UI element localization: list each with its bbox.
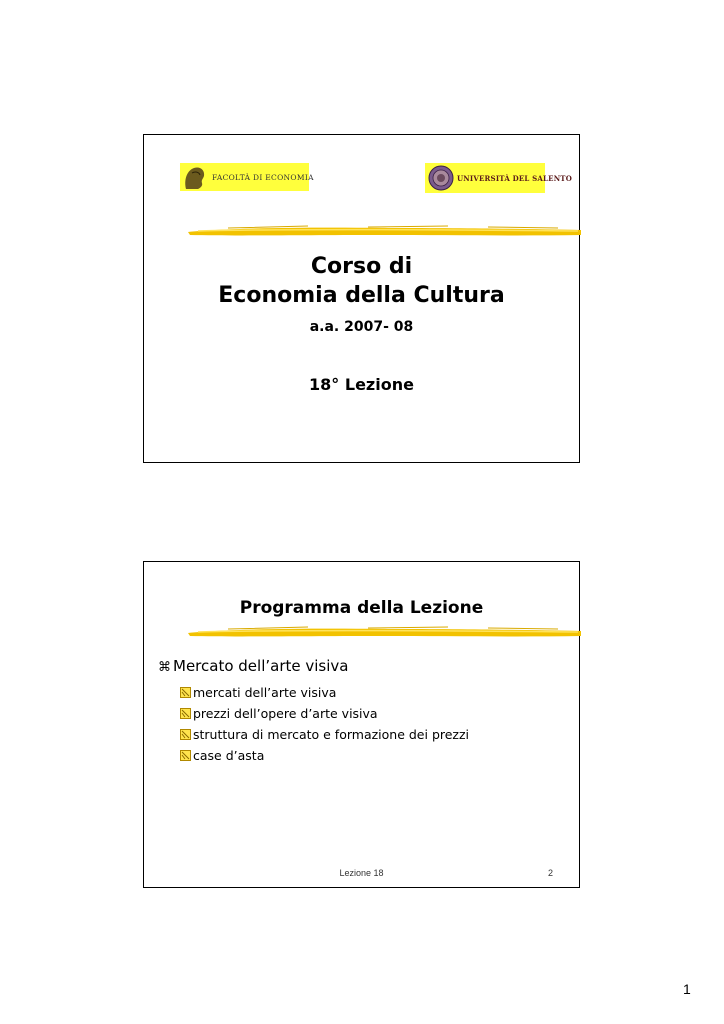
command-bullet-icon: ⌘ [158, 660, 171, 675]
slide-footer-number: 2 [547, 868, 553, 878]
slide-footer-label: Lezione 18 [339, 868, 384, 878]
brush-stroke-divider [188, 624, 581, 640]
checkbox-bullet-icon [180, 708, 191, 719]
checkbox-bullet-icon [180, 750, 191, 761]
brush-stroke-divider [188, 223, 581, 239]
checkbox-bullet-icon [180, 687, 191, 698]
list-item [180, 703, 469, 724]
university-logo-text: UNIVERSITÀ DEL SALENTO [457, 173, 572, 183]
list-item [180, 745, 469, 766]
course-title-line2: Economia della Cultura [218, 283, 505, 308]
sub-bullet-text: struttura di mercato e formazione dei prezzi [193, 727, 470, 742]
agenda-slide [143, 561, 580, 888]
university-logo [425, 163, 572, 193]
main-bullet [158, 657, 348, 675]
sub-bullet-text: case d’asta [193, 748, 265, 763]
main-bullet-text: Mercato dell’arte visiva [173, 657, 349, 675]
lesson-number: 18° Lezione [309, 375, 414, 394]
university-seal-icon [428, 165, 454, 191]
list-item [180, 682, 469, 703]
sub-bullet-text: prezzi dell’opere d’arte visiva [193, 706, 378, 721]
faculty-logo [180, 163, 314, 191]
faculty-logo-text: FACOLTÀ DI ECONOMIA [212, 172, 314, 182]
course-title-line1: Corso di [310, 254, 413, 279]
academic-year: a.a. 2007- 08 [309, 319, 414, 335]
sub-bullet-list [180, 682, 469, 766]
slide-heading: Programma della Lezione [239, 598, 484, 618]
title-slide [143, 134, 580, 463]
portrait-icon [180, 163, 210, 191]
list-item [180, 724, 469, 745]
checkbox-bullet-icon [180, 729, 191, 740]
page-number: 1 [683, 981, 691, 997]
sub-bullet-text: mercati dell’arte visiva [193, 685, 337, 700]
